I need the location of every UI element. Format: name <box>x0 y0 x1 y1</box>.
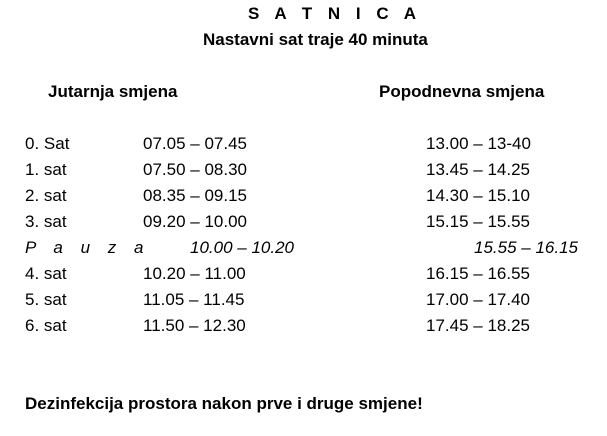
morning-time: 07.05 – 07.45 <box>143 134 247 153</box>
row-label: 3. sat <box>25 212 67 231</box>
pause-afternoon-time: 15.55 – 16.15 <box>474 238 578 257</box>
page-title-text: S A T N I C A <box>248 4 422 23</box>
morning-time: 10.20 – 11.00 <box>143 264 246 283</box>
row-label: 4. sat <box>25 264 67 283</box>
afternoon-time: 17.45 – 18.25 <box>426 316 530 335</box>
afternoon-time: 13.45 – 14.25 <box>426 160 530 179</box>
disinfection-notice: Dezinfekcija prostora nakon prve i druge smjene! <box>25 394 423 413</box>
afternoon-time: 14.30 – 15.10 <box>426 186 530 205</box>
pause-label: P a u z a <box>25 238 150 257</box>
morning-time: 09.20 – 10.00 <box>143 212 247 231</box>
morning-time: 08.35 – 09.15 <box>143 186 247 205</box>
lesson-duration-subtitle: Nastavni sat traje 40 minuta <box>203 30 428 49</box>
morning-time: 07.50 – 08.30 <box>143 160 247 179</box>
morning-shift-header: Jutarnja smjena <box>48 82 178 101</box>
afternoon-time: 15.15 – 15.55 <box>426 212 530 231</box>
row-label: 6. sat <box>25 316 67 335</box>
afternoon-time: 17.00 – 17.40 <box>426 290 530 309</box>
afternoon-time: 16.15 – 16.55 <box>426 264 530 283</box>
morning-time: 11.05 – 11.45 <box>143 290 245 309</box>
pause-morning-time: 10.00 – 10.20 <box>190 238 294 257</box>
morning-time: 11.50 – 12.30 <box>143 316 246 335</box>
afternoon-time: 13.00 – 13-40 <box>426 134 531 153</box>
row-label: 1. sat <box>25 160 67 179</box>
row-label: 5. sat <box>25 290 67 309</box>
afternoon-shift-header: Popodnevna smjena <box>379 82 545 101</box>
page-title <box>248 5 422 22</box>
row-label: 2. sat <box>25 186 67 205</box>
row-label: 0. Sat <box>25 134 70 153</box>
